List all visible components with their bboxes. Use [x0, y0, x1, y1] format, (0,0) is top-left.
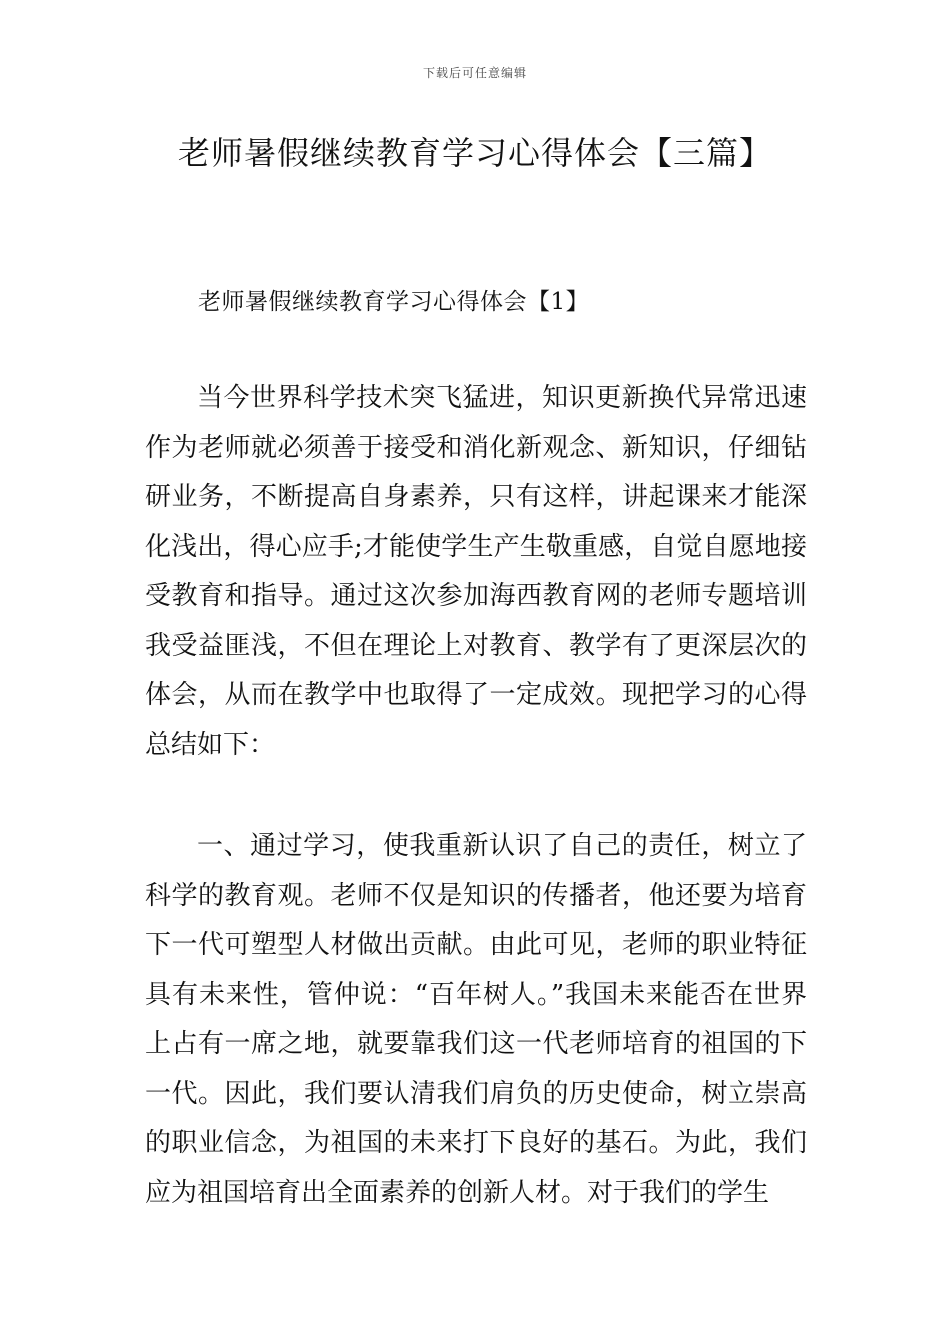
header-note: 下载后可任意编辑	[422, 66, 527, 80]
body-paragraph: 一、通过学习，使我重新认识了自己的责任，树立了科学的教育观。老师不仅是知识的传播者，他还要为培育下一代可塑型人材做出贡献。由此可见，老师的职业特征具有未来性，管仲说：“百年树人。”我国未来能否在世界上占有一席之地，就要靠我们这一代老师培育的祖国的下一代。因此，我们要认清我们肩负的历史使命，树立崇高的职业信念，为祖国的未来打下良好的基石。为此，我们应为祖国培育出全面素养的创新人材。对于我们的学生	[145, 831, 807, 1208]
document-title: 老师暑假继续教育学习心得体会【三篇】	[177, 134, 772, 172]
section-heading: 老师暑假继续教育学习心得体会【1】	[198, 289, 590, 315]
body-paragraph: 当今世界科学技术突飞猛进，知识更新换代异常迅速作为老师就必须善于接受和消化新观念、新知识，仔细钻研业务，不断提高自身素养，只有这样，讲起课来才能深化浅出，得心应手;才能使学生产生敬重感，自觉自愿地接受教育和指导。通过这次参加海西教育网的老师专题培训我受益匪浅，不但在理论上对教育、教学有了更深层次的体会，从而在教学中也取得了一定成效。现把学习的心得总结如下：	[145, 383, 807, 760]
